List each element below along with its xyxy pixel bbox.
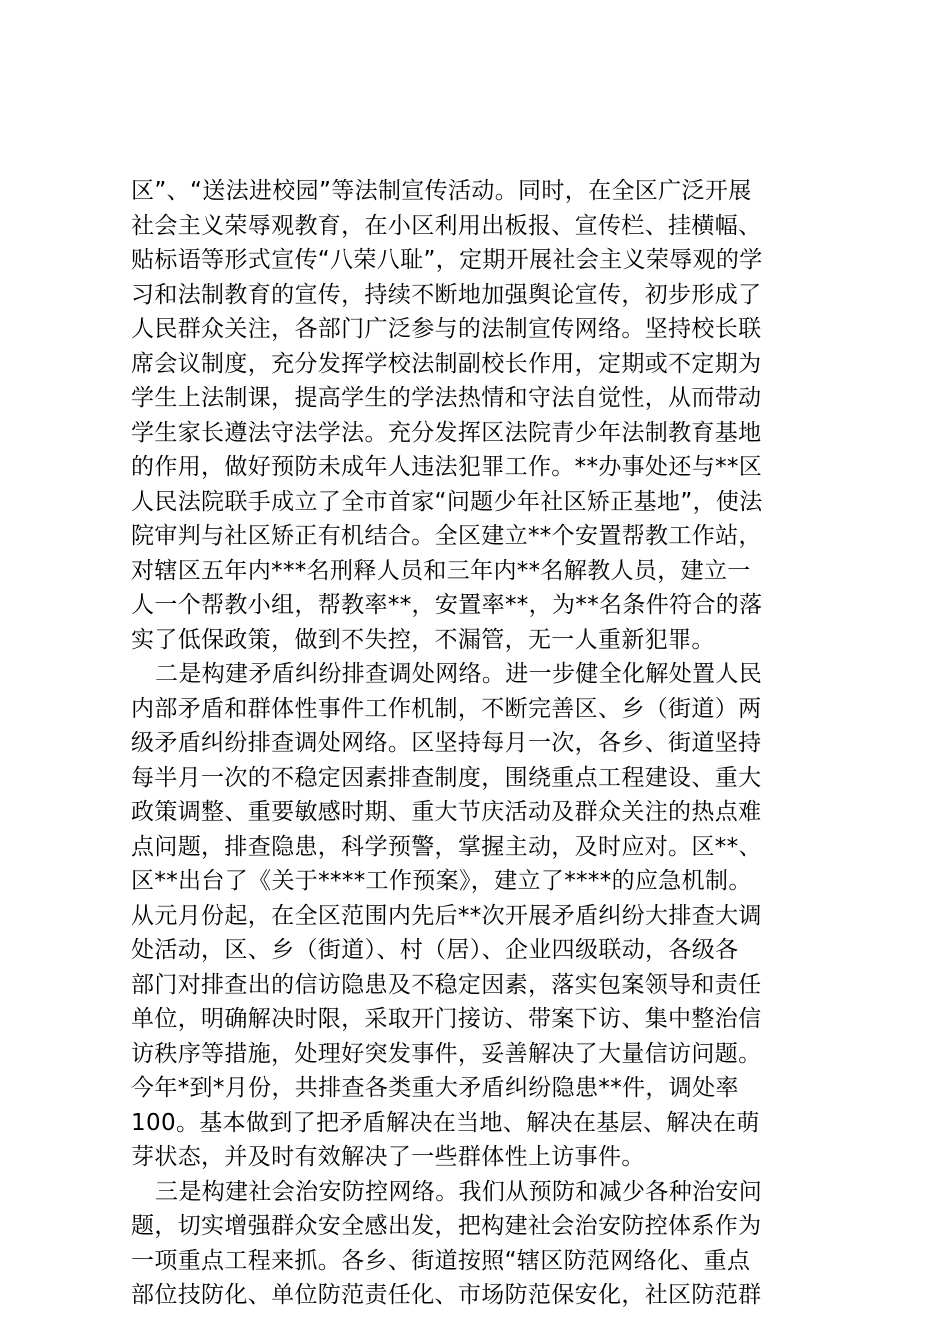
text-line: 处活动，区、乡（街道）、村（居）、企业四级联动，各级各 (131, 937, 739, 963)
text-line: 政策调整、重要敏感时期、重大节庆活动及群众关注的热点难 (131, 799, 762, 825)
text-line: 实了低保政策，做到不失控，不漏管，无一人重新犯罪。 (131, 626, 715, 653)
text-line: 级矛盾纠纷排查调处网络。区坚持每月一次，各乡、街道坚持 (131, 730, 762, 756)
body-text (131, 174, 831, 1313)
text-line: 学生上法制课，提高学生的学法热情和守法自觉性，从而带动 (131, 385, 762, 411)
text-line: 点问题，排查隐患，科学预警，掌握主动，及时应对。区**、 (131, 833, 762, 860)
paragraph-first-line: 二是构建矛盾纠纷排查调处网络。进一步健全化解处置人民 (155, 661, 763, 687)
text-line: 芽状态，并及时有效解决了一些群体性上访事件。 (131, 1144, 645, 1170)
text-line: 学生家长遵法守法学法。充分发挥区法院青少年法制教育基地 (131, 419, 762, 446)
text-line: 院审判与社区矫正有机结合。全区建立**个安置帮教工作站， (131, 523, 762, 549)
text-line: 题，切实增强群众安全感出发，把构建社会治安防控体系作为 (131, 1213, 762, 1239)
text-line: 社会主义荣辱观教育，在小区利用出板报、宣传栏、挂横幅、 (131, 212, 762, 239)
text-line: 一项重点工程来抓。各乡、街道按照“辖区防范网络化、重点 (131, 1247, 751, 1274)
text-line: 单位，明确解决时限，采取开门接访、带案下访、集中整治信 (131, 1006, 762, 1032)
text-line: 人民法院联手成立了全市首家“问题少年社区矫正基地”，使法 (131, 488, 763, 515)
text-line: 内部矛盾和群体性事件工作机制，不断完善区、乡（街道）两 (131, 695, 762, 722)
text-line: 的作用，做好预防未成年人违法犯罪工作。**办事处还与**区 (131, 454, 763, 480)
text-line: 今年*到*月份，共排查各类重大矛盾纠纷隐患**件，调处率 (131, 1075, 739, 1101)
text-line: 100。基本做到了把矛盾解决在当地、解决在基层、解决在萌 (131, 1109, 760, 1136)
paragraph-first-line: 三是构建社会治安防控网络。我们从预防和减少各种治安问 (155, 1178, 763, 1205)
text-line: 习和法制教育的宣传，持续不断地加强舆论宣传，初步形成了 (131, 281, 762, 308)
text-line: 访秩序等措施，处理好突发事件，妥善解决了大量信访问题。 (131, 1040, 762, 1067)
text-line: 部位技防化、单位防范责任化、市场防范保安化，社区防范群 (131, 1282, 762, 1308)
text-line: 人一个帮教小组，帮教率**，安置率**，为**名条件符合的落 (131, 592, 763, 618)
text-line: 对辖区五年内***名刑释人员和三年内**名解教人员，建立一 (131, 557, 751, 584)
text-line: 每半月一次的不稳定因素排查制度，围绕重点工程建设、重大 (131, 764, 762, 791)
text-line: 区”、“送法进校园”等法制宣传活动。同时，在全区广泛开展 (131, 178, 752, 204)
text-line: 区**出台了《关于****工作预案》，建立了****的应急机制。 (131, 868, 752, 894)
text-line: 人民群众关注，各部门广泛参与的法制宣传网络。坚持校长联 (131, 316, 762, 342)
text-line: 部门对排查出的信访隐患及不稳定因素，落实包案领导和责任 (131, 971, 762, 998)
text-line: 席会议制度，充分发挥学校法制副校长作用，定期或不定期为 (131, 350, 762, 377)
text-line: 贴标语等形式宣传“八荣八耻”，定期开展社会主义荣辱观的学 (131, 247, 763, 273)
text-line: 从元月份起，在全区范围内先后**次开展矛盾纠纷大排查大调 (131, 902, 762, 929)
